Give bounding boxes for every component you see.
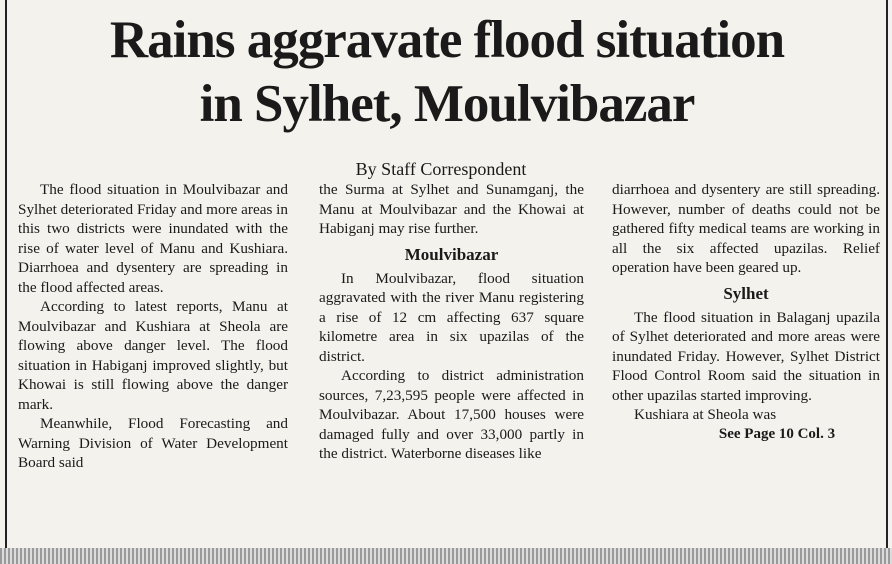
byline: By Staff Correspondent — [355, 159, 527, 179]
paragraph: According to district administration sources, 7,23,595 people were affected in Moulvibazar. About 17,500 houses were damaged fully and over 33,000 partly in the district. Waterborne diseases like — [319, 367, 584, 462]
paragraph: diarrhoea and dysentery are still spreading. However, number of deaths could not be gathered fifty medical teams are working in all the six affected upazilas. Relief operation have been geared up. — [612, 181, 880, 276]
article-column-1 — [18, 180, 288, 542]
paragraph: The flood situation in Moulvibazar and Sylhet deteriorated Friday and more areas in this two districts were inundated with the rise of water level of Manu and Kushiara. Diarrhoea and dysentery are spreading in the flood affected areas. — [18, 181, 288, 296]
left-column-rule — [5, 0, 7, 548]
headline — [14, 8, 880, 136]
paragraph: The flood situation in Balaganj upazila of Sylhet deteriorated and more areas were inundated Friday. However, Sylhet District Flood Control Room said the situation in other upazilas started improving. — [612, 308, 880, 404]
paragraph: In Moulvibazar, flood situation aggravated with the river Manu registering a rise of 12 cm affecting 637 square kilometre area in six upazilas of the district. — [319, 269, 584, 365]
paragraph: Meanwhile, Flood Forecasting and Warning Division of Water Development Board said — [18, 415, 288, 471]
bottom-rule-band — [0, 548, 892, 564]
paragraph: According to latest reports, Manu at Moulvibazar and Kushiara at Sheola are flowing above danger level. The flood situation in Habiganj improved slightly, but Khowai is still flowing above the danger mark. — [18, 298, 288, 413]
right-column-rule — [886, 0, 888, 548]
paragraph: Kushiara at Sheola was — [634, 406, 777, 423]
article-column-3 — [612, 180, 880, 542]
headline-line-2: in Sylhet, Moulvibazar — [199, 75, 695, 133]
continuation-jump-line — [612, 425, 880, 444]
subhead-moulvibazar: Moulvibazar — [404, 244, 499, 264]
jump-text: See Page 10 Col. 3 — [718, 425, 836, 442]
headline-line-1: Rains aggravate flood situation — [109, 11, 785, 69]
article-column-2 — [319, 180, 584, 542]
paragraph: the Surma at Sylhet and Sunamganj, the Manu at Moulvibazar and the Khowai at Habiganj may rise further. — [319, 181, 584, 237]
subhead-sylhet: Sylhet — [723, 283, 769, 303]
